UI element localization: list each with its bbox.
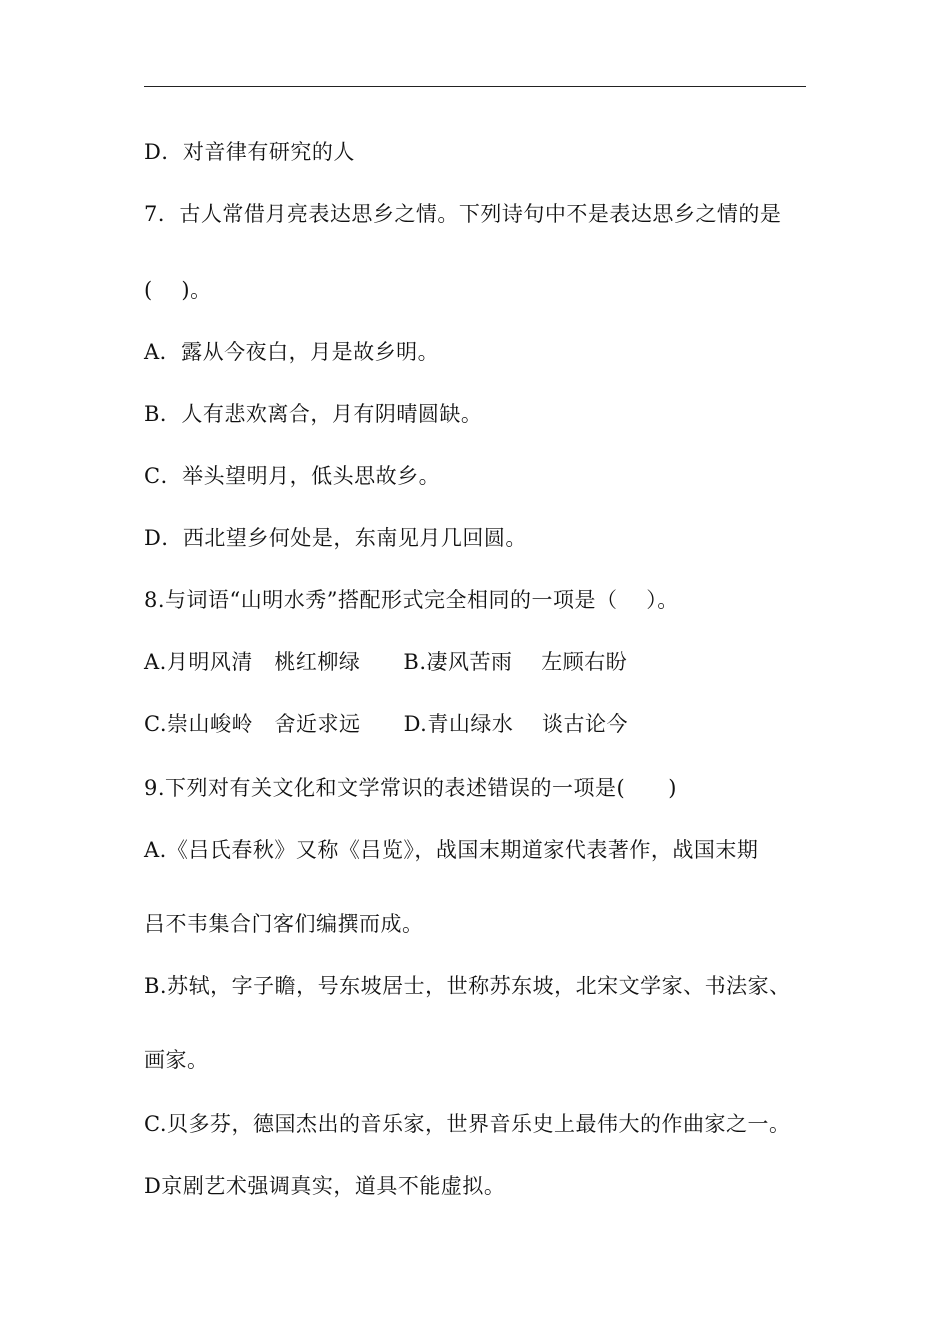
question-8: 8.与词语“山明水秀”搭配形式完全相同的一项是（ ）。 (144, 588, 679, 612)
options-8ab: A.月明风清 桃红柳绿 B.凄风苦雨 左顾右盼 (144, 650, 628, 674)
option-9a-cont: 吕不韦集合门客们编撰而成。 (144, 912, 424, 936)
option-6d: D．对音律有研究的人 (144, 140, 355, 164)
option-9b: B.苏轼，字子瞻，号东坡居士，世称苏东坡，北宋文学家、书法家、 (144, 974, 791, 998)
option-9b-cont: 画家。 (144, 1048, 209, 1072)
option-9a: A.《吕氏春秋》又称《吕览》，战国末期道家代表著作，战国末期 (144, 838, 759, 862)
option-7d: D．西北望乡何处是，东南见月几回圆。 (144, 526, 527, 550)
options-8cd: C.崇山峻岭 舍近求远 D.青山绿水 谈古论今 (144, 712, 629, 736)
question-9: 9.下列对有关文化和文学常识的表述错误的一项是( ) (144, 776, 677, 800)
option-9d: D京剧艺术强调真实，道具不能虚拟。 (144, 1174, 506, 1198)
question-7: 7．古人常借月亮表达思乡之情。下列诗句中不是表达思乡之情的是 (144, 202, 782, 226)
header-rule (144, 86, 806, 87)
option-7a: A．露从今夜白，月是故乡明。 (144, 340, 440, 364)
option-7c: C．举头望明月，低头思故乡。 (144, 464, 441, 488)
option-9c: C.贝多芬，德国杰出的音乐家，世界音乐史上最伟大的作曲家之一。 (144, 1112, 791, 1136)
question-7-blank: ( )。 (144, 278, 212, 302)
option-7b: B．人有悲欢离合，月有阴晴圆缺。 (144, 402, 483, 426)
